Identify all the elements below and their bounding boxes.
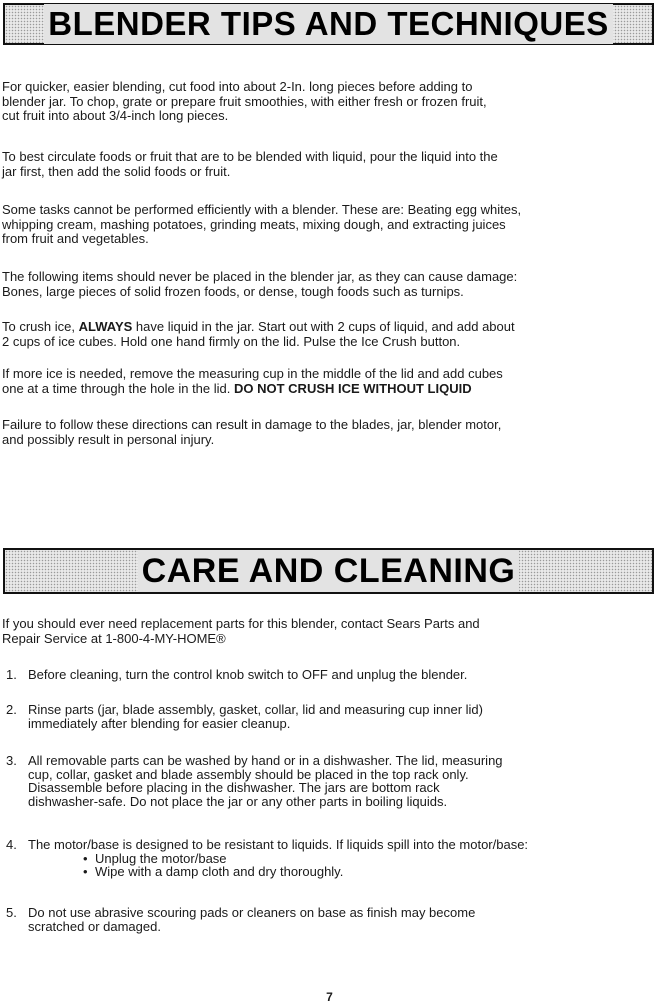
tips-paragraph-6 [2,367,657,396]
bullet-item: • Unplug the motor/base [83,852,656,866]
tips-paragraph-1: For quicker, easier blending, cut food into about 2-In. long pieces before adding to blender jar. To chop, grate or prepare fruit smoothies, with either fresh or frozen fruit, cut fruit into about 3/4-inch long pieces. [2,79,487,123]
tips-paragraph-3: Some tasks cannot be performed efficiently with a blender. These are: Beating egg whites, whipping cream, mashing potatoes, grinding meats, mixing dough, and extracting juices from fruit and vegetables. [2,202,522,246]
care-item-1 [6,668,656,682]
care-item-2 [6,703,656,730]
care-item-text: Rinse parts (jar, blade assembly, gasket, collar, lid and measuring cup inner lid) immediately after blending for easier cleanup. [28,702,483,731]
care-item-number: 1. [6,667,17,682]
care-item-4 [6,838,656,879]
care-item-number: 2. [6,702,17,717]
warning-emphasis: DO NOT CRUSH ICE WITHOUT LIQUID [234,380,472,396]
tips-paragraph-4: The following items should never be placed in the blender jar, as they can cause damage: Bones, large pieces of solid frozen foods, or dense, tough foods such as turnips. [2,269,518,299]
care-item-number: 3. [6,753,17,768]
bullet-list [28,852,656,879]
care-item-number: 5. [6,905,17,920]
ice-crush-text-b: have liquid in the jar. Start out with 2 cups of liquid, and add about 2 cups of ice cubes. Hold one hand firmly on the lid. Pulse the Ice Crush button. [2,319,515,349]
tips-paragraph-2: To best circulate foods or fruit that are to be blended with liquid, pour the liquid into the jar first, then add the solid foods or fruit. [2,149,498,179]
tips-heading-banner [3,3,654,45]
care-item-text: Before cleaning, turn the control knob switch to OFF and unplug the blender. [28,667,468,682]
care-heading: CARE AND CLEANING [138,550,520,592]
ice-crush-text-a: To crush ice, [2,319,79,334]
care-heading-banner [3,548,654,594]
tips-paragraph-7: Failure to follow these directions can result in damage to the blades, jar, blender motor, and possibly result in personal injury. [2,417,502,447]
care-item-5 [6,906,656,933]
always-emphasis: ALWAYS [78,319,133,334]
care-item-text: All removable parts can be washed by hand or in a dishwasher. The lid, measuring cup, collar, gasket and blade assembly should be placed in the top rack only. Disassemble before placing in the dishwasher. The jars are bottom rack dishwasher-safe. Do not place the jar or any other parts in boiling liquids. [28,753,503,809]
more-ice-text: If more ice is needed, remove the measuring cup in the middle of the lid and add cubes one at a time through the hole in the lid. [2,366,503,396]
care-item-3 [6,754,656,808]
tips-heading: BLENDER TIPS AND TECHNIQUES [44,4,612,44]
care-intro: If you should ever need replacement parts for this blender, contact Sears Parts and Repair Service at 1-800-4-MY-HOME® [2,616,480,646]
care-item-text: Do not use abrasive scouring pads or cleaners on base as finish may become scratched or damaged. [28,905,476,934]
tips-paragraph-5 [2,320,657,349]
care-item-text: The motor/base is designed to be resistant to liquids. If liquids spill into the motor/base: [28,837,529,852]
page-number: 7 [326,990,333,1004]
care-item-number: 4. [6,837,17,852]
bullet-item: • Wipe with a damp cloth and dry thoroughly. [83,865,656,879]
